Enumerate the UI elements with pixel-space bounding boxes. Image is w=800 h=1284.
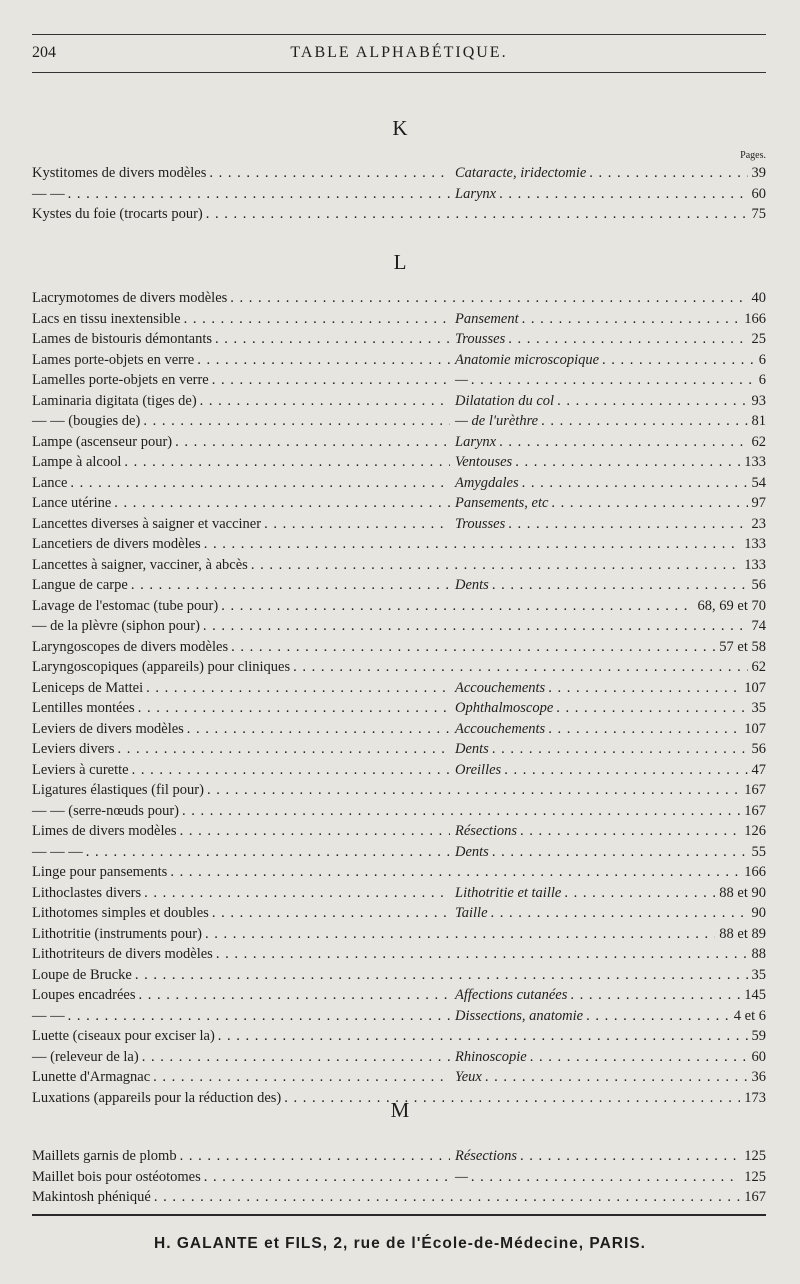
entry-term: Kystitomes de divers modèles	[32, 165, 207, 181]
entry-term: Lames porte-objets en verre	[32, 351, 195, 368]
index-entry	[32, 698, 766, 718]
entry-page: 125	[744, 1168, 766, 1185]
running-header	[32, 44, 766, 68]
entry-page: 107	[744, 679, 766, 696]
page-number: 204	[32, 44, 56, 61]
entry-page: 97	[751, 495, 766, 511]
entry-term: Lentilles montées	[32, 700, 135, 716]
leader-dots	[227, 288, 747, 308]
index-entry	[32, 309, 766, 329]
entry-term: Leviers à curette	[32, 761, 129, 778]
entry-reference: Trousses	[455, 331, 506, 347]
entry-term: Leviers divers	[32, 741, 115, 757]
entry-reference: — de l'urèthre	[455, 413, 539, 429]
entry-page: 88 et 89	[719, 925, 766, 942]
entry-term: Lithotritie (instruments pour)	[32, 925, 202, 942]
entry-page: 75	[751, 206, 766, 222]
entry-reference: Dents	[455, 843, 489, 860]
entry-term: Ligatures élastiques (fil pour)	[32, 782, 204, 798]
entry-reference: Larynx	[455, 433, 497, 450]
entry-term: Leniceps de Mattei	[32, 679, 144, 696]
leader-dots	[201, 1167, 450, 1187]
entry-page: 23	[751, 515, 766, 532]
entry-reference: Dents	[455, 577, 489, 593]
leader-dots	[177, 1146, 450, 1166]
index-entry	[32, 678, 766, 698]
publisher-footer: H. GALANTE et FILS, 2, rue de l'École-de-Médecine, PARIS.	[154, 1235, 646, 1252]
index-entry	[32, 204, 766, 224]
index-entry	[32, 596, 766, 616]
entry-term: Lavage de l'estomac (tube pour)	[32, 597, 219, 614]
index-entry	[32, 1146, 766, 1166]
entry-page: 35	[751, 966, 766, 983]
entry-page: 173	[744, 1089, 766, 1106]
leader-dots	[115, 739, 450, 759]
entry-reference: Oreilles	[455, 761, 502, 778]
entry-reference: Résections	[455, 1148, 518, 1164]
entry-page: 57 et 58	[719, 638, 766, 655]
entry-reference: Yeux	[455, 1069, 482, 1085]
entry-page: 81	[751, 413, 766, 429]
entry-page: 126	[744, 823, 766, 839]
entry-page: 145	[744, 987, 766, 1003]
leader-dots	[206, 163, 450, 183]
index-entry	[32, 493, 766, 513]
leader-dots	[202, 924, 715, 944]
entry-term: Limes de divers modèles	[32, 823, 177, 839]
index-entry	[32, 760, 766, 780]
section-letter: M	[390, 1098, 410, 1122]
entry-reference: Affections cutanées	[455, 987, 568, 1003]
index-entry	[32, 965, 766, 985]
entry-term: — —	[32, 1007, 65, 1024]
leader-dots	[197, 391, 450, 411]
entry-term: Kystes du foie (trocarts pour)	[32, 206, 203, 222]
index-entry	[32, 1047, 766, 1067]
index-entry	[32, 739, 766, 759]
entry-reference: Pansements, etc	[455, 495, 549, 511]
index-entry	[32, 616, 766, 636]
index-entry	[32, 985, 766, 1005]
entry-term: — (releveur de la)	[32, 1048, 139, 1065]
entry-reference: Larynx	[455, 185, 497, 202]
entry-term: Lacrymotomes de divers modèles	[32, 290, 228, 306]
entry-term: Lames de bistouris démontants	[32, 331, 213, 347]
footer-rule	[32, 1214, 766, 1216]
index-entry	[32, 842, 766, 862]
entry-page: 90	[751, 905, 766, 921]
entry-page: 68, 69 et 70	[697, 597, 766, 614]
leader-dots	[218, 596, 693, 616]
leader-dots	[261, 514, 450, 534]
leader-dots	[179, 801, 740, 821]
index-entry	[32, 924, 766, 944]
entry-page: 88 et 90	[719, 884, 766, 901]
entry-term: Lancettes à saigner, vacciner, à abcès	[32, 556, 248, 573]
entry-term: Makintosh phéniqué	[32, 1189, 151, 1205]
leader-dots	[111, 493, 450, 513]
entry-term: Luette (ciseaux pour exciser la)	[32, 1028, 215, 1044]
leader-dots	[203, 204, 748, 224]
entry-term: Lancetiers de divers modèles	[32, 536, 201, 552]
section-letter: L	[393, 250, 407, 274]
entry-page: 6	[758, 372, 766, 388]
entry-page: 36	[751, 1069, 766, 1085]
leader-dots	[181, 309, 450, 329]
index-entry	[32, 1187, 766, 1207]
leader-dots	[172, 432, 450, 452]
index-entry	[32, 780, 766, 800]
entry-reference: —	[455, 1168, 468, 1185]
leader-dots	[65, 1006, 450, 1026]
entry-term: Lunette d'Armagnac	[32, 1069, 151, 1085]
index-entry	[32, 883, 766, 903]
index-entry	[32, 288, 766, 308]
entry-page: 88	[751, 946, 766, 962]
entry-page: 4 et 6	[733, 1007, 766, 1024]
leader-dots	[215, 1026, 748, 1046]
index-entry	[32, 184, 766, 204]
entry-term: — — (serre-nœuds pour)	[32, 802, 179, 819]
index-entry	[32, 534, 766, 554]
index-entry	[32, 821, 766, 841]
entry-page: 93	[751, 392, 766, 409]
entry-reference: Ophthalmoscope	[455, 700, 554, 716]
index-entry	[32, 1067, 766, 1087]
entry-reference: Pansement	[455, 310, 519, 327]
entry-term: Lamelles porte-objets en verre	[32, 372, 209, 388]
leader-dots	[290, 657, 747, 677]
entry-term: Laminaria digitata (tiges de)	[32, 392, 197, 409]
entry-page: 166	[744, 864, 766, 880]
top-rule	[32, 34, 766, 35]
leader-dots	[129, 760, 450, 780]
entry-term: — —	[32, 185, 65, 202]
entry-page: 55	[751, 843, 766, 860]
entry-term: Loupe de Brucke	[32, 966, 132, 983]
leader-dots	[209, 370, 450, 390]
leader-dots	[209, 903, 450, 923]
entry-page: 47	[751, 761, 766, 778]
entry-page: 25	[751, 331, 766, 347]
entry-term: Lancettes diverses à saigner et vacciner	[32, 515, 262, 532]
index-entry	[32, 329, 766, 349]
index-entry	[32, 657, 766, 677]
entry-page: 39	[751, 165, 766, 181]
entry-term: Luxations (appareils pour la réduction des)	[32, 1089, 282, 1106]
entry-page: 54	[751, 474, 766, 491]
leader-dots	[135, 985, 450, 1005]
entry-page: 59	[751, 1028, 766, 1044]
entry-page: 166	[744, 310, 766, 327]
entry-page: 60	[751, 1048, 766, 1065]
leader-dots	[135, 698, 450, 718]
entry-reference: Amygdales	[455, 474, 519, 491]
index-entry	[32, 555, 766, 575]
index-entry	[32, 452, 766, 472]
entry-page: 40	[751, 290, 766, 306]
index-entry	[32, 1026, 766, 1046]
entry-reference: Rhinoscopie	[455, 1048, 527, 1065]
index-entry	[32, 1006, 766, 1026]
section-letter: K	[392, 116, 408, 140]
entry-reference: Ventouses	[455, 454, 513, 470]
entry-reference: Dissections, anatomie	[455, 1007, 584, 1024]
entry-page: 56	[751, 577, 766, 593]
entry-page: 167	[744, 782, 766, 798]
index-entry	[32, 370, 766, 390]
entry-page: 167	[744, 1189, 766, 1205]
leader-dots	[228, 637, 715, 657]
leader-dots	[204, 780, 740, 800]
leader-dots	[141, 883, 450, 903]
entry-term: Lithotriteurs de divers modèles	[32, 946, 213, 962]
leader-dots	[140, 411, 450, 431]
entry-page: 56	[751, 741, 766, 757]
running-title: TABLE ALPHABÉTIQUE.	[290, 44, 508, 61]
index-entry	[32, 801, 766, 821]
leader-dots	[128, 575, 450, 595]
leader-dots	[248, 555, 740, 575]
index-entry	[32, 1167, 766, 1187]
index-entry	[32, 575, 766, 595]
leader-dots	[132, 965, 748, 985]
entry-term: Laryngoscopiques (appareils) pour cliniques	[32, 659, 291, 675]
index-entry	[32, 473, 766, 493]
entry-page: 62	[751, 659, 766, 675]
index-entry	[32, 391, 766, 411]
entry-page: 133	[744, 536, 766, 552]
entry-reference: Résections	[455, 823, 518, 839]
entry-term: Linge pour pansements	[32, 864, 168, 880]
entry-page: 62	[751, 433, 766, 450]
entry-reference: Cataracte, iridectomie	[455, 165, 587, 181]
entry-term: Lithoclastes divers	[32, 884, 142, 901]
leader-dots	[151, 1187, 740, 1207]
entry-reference: Trousses	[455, 515, 506, 532]
entry-term: Lithotomes simples et doubles	[32, 905, 209, 921]
entry-term: Langue de carpe	[32, 577, 128, 593]
entry-reference: Dilatation du col	[455, 392, 555, 409]
leader-dots	[177, 821, 450, 841]
index-entry	[32, 944, 766, 964]
entry-page: 60	[751, 185, 766, 202]
entry-term: Leviers de divers modèles	[32, 720, 184, 737]
index-entry	[32, 637, 766, 657]
entry-page: 6	[758, 351, 766, 368]
entry-term: Lampe à alcool	[32, 454, 122, 470]
index-entry	[32, 514, 766, 534]
entry-term: Maillets garnis de plomb	[32, 1148, 177, 1164]
index-entry	[32, 432, 766, 452]
index-entry	[32, 903, 766, 923]
leader-dots	[194, 350, 450, 370]
pages-column-label: Pages.	[740, 150, 766, 161]
entry-term: Lance	[32, 474, 68, 491]
index-entry	[32, 411, 766, 431]
entry-term: Laryngoscopes de divers modèles	[32, 638, 229, 655]
entry-reference: Taille	[455, 905, 488, 921]
index-entry	[32, 719, 766, 739]
entry-page: 133	[744, 454, 766, 470]
entry-term: Loupes encadrées	[32, 987, 136, 1003]
index-entry	[32, 862, 766, 882]
leader-dots	[212, 329, 450, 349]
leader-dots	[65, 184, 450, 204]
entry-reference: Accouchements	[455, 679, 546, 696]
entry-reference: —	[455, 372, 468, 388]
entry-term: Lance utérine	[32, 495, 112, 511]
leader-dots	[121, 452, 450, 472]
entry-reference: Dents	[455, 741, 489, 757]
entry-term: — — (bougies de)	[32, 413, 141, 429]
leader-dots	[167, 862, 740, 882]
entry-page: 74	[751, 618, 766, 634]
entry-page: 133	[744, 556, 766, 573]
entry-term: Lacs en tissu inextensible	[32, 310, 181, 327]
entry-term: — — —	[32, 843, 83, 860]
index-entry	[32, 163, 766, 183]
leader-dots	[150, 1067, 450, 1087]
entry-term: Lampe (ascenseur pour)	[32, 433, 173, 450]
leader-dots	[143, 678, 450, 698]
entry-reference: Accouchements	[455, 720, 546, 737]
index-entry	[32, 350, 766, 370]
entry-term: — de la plèvre (siphon pour)	[32, 618, 200, 634]
entry-page: 167	[744, 802, 766, 819]
entry-page: 125	[744, 1148, 766, 1164]
leader-dots	[184, 719, 450, 739]
entry-page: 35	[751, 700, 766, 716]
entry-reference: Anatomie microscopique	[455, 351, 600, 368]
entry-reference: Lithotritie et taille	[455, 884, 562, 901]
leader-dots	[201, 534, 741, 554]
leader-dots	[213, 944, 748, 964]
entry-term: Maillet bois pour ostéotomes	[32, 1168, 201, 1185]
leader-dots	[83, 842, 450, 862]
header-rule	[32, 72, 766, 73]
entry-page: 107	[744, 720, 766, 737]
leader-dots	[67, 473, 450, 493]
leader-dots	[200, 616, 748, 636]
leader-dots	[139, 1047, 450, 1067]
